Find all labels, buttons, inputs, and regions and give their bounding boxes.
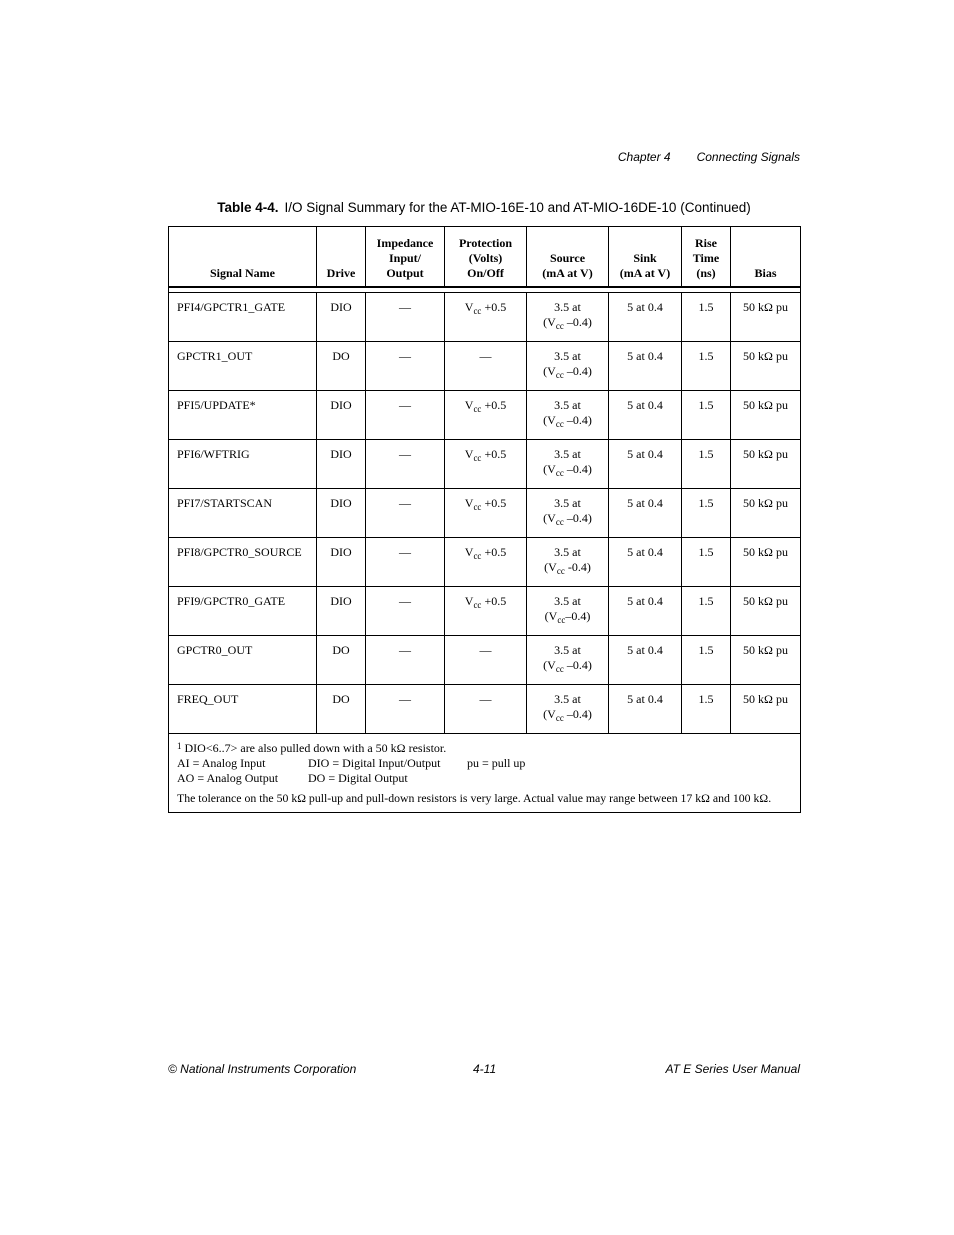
signal-name-cell <box>169 587 317 636</box>
column-header <box>609 227 682 288</box>
bias-cell-value: 50 kΩ pu <box>743 643 788 657</box>
footnote-mark: 1 <box>177 741 182 751</box>
protection-value: +0.5 <box>481 447 507 461</box>
bias-cell <box>731 391 801 440</box>
protection-cell <box>445 489 527 538</box>
signal-name: PFI8/GPCTR0_SOURCE <box>177 545 302 559</box>
rise-time-cell <box>682 587 731 636</box>
running-header <box>0 150 800 164</box>
rise-time-cell-value: 1.5 <box>698 692 714 706</box>
protection-cell <box>445 391 527 440</box>
drive-cell <box>317 685 366 734</box>
legend-row <box>177 756 792 771</box>
bias-cell-value: 50 kΩ pu <box>743 349 788 363</box>
source-line1: 3.5 at <box>554 545 581 559</box>
table-row <box>169 636 801 685</box>
signal-name-cell <box>169 489 317 538</box>
column-header <box>527 227 609 288</box>
protection-symbol: V <box>464 447 474 461</box>
sink-cell-value: 5 at 0.4 <box>627 447 663 461</box>
sink-cell-value: 5 at 0.4 <box>627 545 663 559</box>
source-suffix: -0.4) <box>564 560 591 574</box>
drive-cell <box>317 342 366 391</box>
sink-cell <box>609 538 682 587</box>
bias-cell <box>731 685 801 734</box>
source-prefix: (V <box>543 707 556 721</box>
column-header-line: Impedance <box>376 236 434 250</box>
bias-cell-value: 50 kΩ pu <box>743 594 788 608</box>
bias-cell-value: 50 kΩ pu <box>743 300 788 314</box>
column-header-line: Protection <box>458 236 513 250</box>
source-subscript: cc <box>557 615 566 625</box>
signal-name-cell <box>169 342 317 391</box>
drive-cell <box>317 489 366 538</box>
column-header-line: (ns) <box>696 266 716 280</box>
rise-time-cell-value: 1.5 <box>698 594 714 608</box>
rise-time-cell <box>682 685 731 734</box>
signal-name: PFI9/GPCTR0_GATE <box>177 594 286 608</box>
bias-cell-value: 50 kΩ pu <box>743 496 788 510</box>
column-header-line: (Volts) <box>468 251 503 265</box>
signal-name: PFI4/GPCTR1_GATE <box>177 300 286 314</box>
source-line1: 3.5 at <box>554 594 581 608</box>
protection-cell <box>445 636 527 685</box>
protection-value: +0.5 <box>481 300 507 314</box>
source-subscript: cc <box>556 566 565 576</box>
rise-time-cell <box>682 440 731 489</box>
impedance-cell <box>366 293 445 342</box>
impedance-cell <box>366 391 445 440</box>
column-header <box>169 227 317 288</box>
source-suffix: –0.4) <box>563 315 592 329</box>
drive-cell-value: DIO <box>330 447 352 461</box>
sink-cell-value: 5 at 0.4 <box>627 692 663 706</box>
drive-cell-value: DO <box>332 349 350 363</box>
table-row <box>169 391 801 440</box>
source-cell <box>527 391 609 440</box>
source-prefix: (V <box>543 511 556 525</box>
sink-cell <box>609 293 682 342</box>
drive-cell-value: DIO <box>330 545 352 559</box>
bias-cell-value: 50 kΩ pu <box>743 545 788 559</box>
signal-name: PFI6/WFTRIG <box>177 447 250 461</box>
sink-cell <box>609 587 682 636</box>
source-prefix: (V <box>543 462 556 476</box>
impedance-cell <box>366 636 445 685</box>
sink-cell <box>609 636 682 685</box>
source-line1: 3.5 at <box>554 398 581 412</box>
column-header-line: Rise <box>695 236 717 250</box>
impedance-cell-value: — <box>399 398 411 412</box>
protection-cell <box>445 587 527 636</box>
signal-name-cell <box>169 391 317 440</box>
rise-time-cell-value: 1.5 <box>698 496 714 510</box>
source-prefix: (V <box>544 560 557 574</box>
sink-cell-value: 5 at 0.4 <box>627 300 663 314</box>
rise-time-cell-value: 1.5 <box>698 349 714 363</box>
rise-time-cell-value: 1.5 <box>698 643 714 657</box>
source-subscript: cc <box>555 370 564 380</box>
caption-label: Table 4-4. <box>217 200 279 215</box>
bias-cell-value: 50 kΩ pu <box>743 398 788 412</box>
signal-name-cell <box>169 538 317 587</box>
impedance-cell-value: — <box>399 496 411 510</box>
sink-cell <box>609 685 682 734</box>
rise-time-cell <box>682 489 731 538</box>
source-line1: 3.5 at <box>554 349 581 363</box>
impedance-cell <box>366 342 445 391</box>
legend-item: DO = Digital Output <box>308 771 408 785</box>
column-header-line: (mA at V) <box>619 266 671 280</box>
protection-value: — <box>479 643 492 657</box>
drive-cell <box>317 391 366 440</box>
source-line1: 3.5 at <box>554 692 581 706</box>
impedance-cell-value: — <box>399 643 411 657</box>
source-suffix: –0.4) <box>563 364 592 378</box>
sink-cell-value: 5 at 0.4 <box>627 643 663 657</box>
drive-cell-value: DO <box>332 643 350 657</box>
protection-symbol: V <box>464 545 474 559</box>
rise-time-cell-value: 1.5 <box>698 545 714 559</box>
protection-value: +0.5 <box>481 545 507 559</box>
footer-copyright: © National Instruments Corporation <box>168 1062 357 1076</box>
sink-cell <box>609 489 682 538</box>
source-cell <box>527 587 609 636</box>
drive-cell <box>317 440 366 489</box>
table-row <box>169 489 801 538</box>
signal-name-cell <box>169 293 317 342</box>
source-cell <box>527 489 609 538</box>
drive-cell-value: DO <box>332 692 350 706</box>
source-subscript: cc <box>555 468 564 478</box>
source-subscript: cc <box>555 321 564 331</box>
column-header-line: Sink <box>633 251 657 265</box>
source-prefix: (V <box>543 315 556 329</box>
drive-cell <box>317 538 366 587</box>
source-subscript: cc <box>555 713 564 723</box>
source-subscript: cc <box>555 664 564 674</box>
bias-cell-value: 50 kΩ pu <box>743 692 788 706</box>
source-prefix: (V <box>543 364 556 378</box>
drive-cell <box>317 293 366 342</box>
protection-symbol: V <box>464 300 474 314</box>
protection-value: — <box>479 349 492 363</box>
drive-cell-value: DIO <box>330 594 352 608</box>
table-caption <box>168 200 800 215</box>
column-header <box>731 227 801 288</box>
source-suffix: –0.4) <box>563 707 592 721</box>
footnote <box>177 739 792 756</box>
table-row <box>169 293 801 342</box>
protection-subscript: cc <box>473 600 482 610</box>
protection-symbol: V <box>464 496 474 510</box>
protection-cell <box>445 440 527 489</box>
source-suffix: –0.4) <box>563 462 592 476</box>
bias-cell <box>731 342 801 391</box>
rise-time-cell-value: 1.5 <box>698 398 714 412</box>
caption-text: I/O Signal Summary for the AT-MIO-16E-10 and AT-MIO-16DE-10 (Continued) <box>284 200 751 215</box>
column-header-line: Output <box>386 266 424 280</box>
bias-cell <box>731 636 801 685</box>
bias-cell <box>731 587 801 636</box>
signal-name: GPCTR0_OUT <box>177 643 253 657</box>
drive-cell-value: DIO <box>330 300 352 314</box>
source-cell <box>527 636 609 685</box>
source-suffix: –0.4) <box>563 658 592 672</box>
protection-subscript: cc <box>473 404 482 414</box>
impedance-cell <box>366 587 445 636</box>
column-header-line: Bias <box>754 266 777 280</box>
drive-cell <box>317 587 366 636</box>
protection-symbol: V <box>464 594 474 608</box>
rise-time-cell-value: 1.5 <box>698 447 714 461</box>
source-cell <box>527 440 609 489</box>
signal-name-cell <box>169 685 317 734</box>
bias-cell <box>731 489 801 538</box>
chapter-label: Chapter 4 <box>617 150 671 164</box>
table-header-row <box>169 227 801 288</box>
drive-cell-value: DIO <box>330 398 352 412</box>
signal-name: PFI5/UPDATE* <box>177 398 256 412</box>
protection-cell <box>445 685 527 734</box>
impedance-cell-value: — <box>399 594 411 608</box>
source-suffix: –0.4) <box>565 609 591 623</box>
protection-cell <box>445 293 527 342</box>
protection-value: — <box>479 692 492 706</box>
sink-cell-value: 5 at 0.4 <box>627 349 663 363</box>
column-header-line: Drive <box>326 266 356 280</box>
impedance-cell <box>366 538 445 587</box>
column-header <box>366 227 445 288</box>
protection-cell <box>445 342 527 391</box>
signal-name-cell <box>169 636 317 685</box>
column-header-line: On/Off <box>467 266 504 280</box>
column-header <box>317 227 366 288</box>
bias-cell <box>731 293 801 342</box>
footer-manual-title: AT E Series User Manual <box>665 1062 800 1076</box>
protection-subscript: cc <box>473 306 482 316</box>
source-prefix: (V <box>543 413 556 427</box>
impedance-cell-value: — <box>399 545 411 559</box>
source-subscript: cc <box>555 419 564 429</box>
protection-subscript: cc <box>473 502 482 512</box>
source-line1: 3.5 at <box>554 496 581 510</box>
column-header-line: Source <box>549 251 586 265</box>
rise-time-cell <box>682 293 731 342</box>
column-header-line: Time <box>692 251 720 265</box>
legend-item: DIO = Digital Input/Output <box>308 756 441 770</box>
sink-cell <box>609 391 682 440</box>
sink-cell-value: 5 at 0.4 <box>627 496 663 510</box>
table-body <box>169 287 801 813</box>
table-notes-row <box>169 734 801 813</box>
protection-cell <box>445 538 527 587</box>
drive-cell-value: DIO <box>330 496 352 510</box>
signal-name: PFI7/STARTSCAN <box>177 496 273 510</box>
page-number: 4-11 <box>473 1062 497 1076</box>
tolerance-note: The tolerance on the 50 kΩ pull-up and pull-down resistors is very large. Actual value may range between 17 kΩ and 100 kΩ. <box>177 791 772 805</box>
source-line1: 3.5 at <box>554 300 581 314</box>
rise-time-cell <box>682 342 731 391</box>
source-cell <box>527 293 609 342</box>
legend-row <box>177 771 792 786</box>
rise-time-cell <box>682 538 731 587</box>
source-suffix: –0.4) <box>563 413 592 427</box>
impedance-cell-value: — <box>399 300 411 314</box>
protection-subscript: cc <box>473 551 482 561</box>
signal-summary-table <box>168 226 801 813</box>
source-cell <box>527 685 609 734</box>
footnote-text: DIO<6..7> are also pulled down with a 50 kΩ resistor. <box>181 741 447 755</box>
signal-name: GPCTR1_OUT <box>177 349 253 363</box>
table-row <box>169 440 801 489</box>
source-cell <box>527 342 609 391</box>
rise-time-cell <box>682 636 731 685</box>
bias-cell <box>731 440 801 489</box>
source-subscript: cc <box>555 517 564 527</box>
source-suffix: –0.4) <box>563 511 592 525</box>
table-row <box>169 587 801 636</box>
protection-value: +0.5 <box>481 496 507 510</box>
protection-value: +0.5 <box>481 594 507 608</box>
sink-cell <box>609 440 682 489</box>
section-label: Connecting Signals <box>696 150 800 164</box>
impedance-cell-value: — <box>399 349 411 363</box>
protection-value: +0.5 <box>481 398 507 412</box>
sink-cell-value: 5 at 0.4 <box>627 398 663 412</box>
impedance-cell <box>366 685 445 734</box>
drive-cell <box>317 636 366 685</box>
impedance-cell <box>366 440 445 489</box>
table-row <box>169 685 801 734</box>
column-header-line: Signal Name <box>209 266 275 280</box>
table-notes <box>169 734 801 813</box>
source-line1: 3.5 at <box>554 447 581 461</box>
column-header <box>445 227 527 288</box>
column-header <box>682 227 731 288</box>
column-header-line: Input/ <box>388 251 422 265</box>
source-prefix: (V <box>544 609 558 623</box>
sink-cell <box>609 342 682 391</box>
column-header-line: (mA at V) <box>542 266 593 280</box>
signal-name-cell <box>169 440 317 489</box>
table-row <box>169 342 801 391</box>
impedance-cell <box>366 489 445 538</box>
bias-cell <box>731 538 801 587</box>
signal-name: FREQ_OUT <box>177 692 239 706</box>
impedance-cell-value: — <box>399 447 411 461</box>
protection-subscript: cc <box>473 453 482 463</box>
legend-item: AO = Analog Output <box>177 771 279 785</box>
source-cell <box>527 538 609 587</box>
legend-item: pu = pull up <box>467 756 526 770</box>
source-line1: 3.5 at <box>554 643 581 657</box>
protection-symbol: V <box>464 398 474 412</box>
source-prefix: (V <box>543 658 556 672</box>
bias-cell-value: 50 kΩ pu <box>743 447 788 461</box>
legend-item: AI = Analog Input <box>177 756 266 770</box>
rise-time-cell <box>682 391 731 440</box>
impedance-cell-value: — <box>399 692 411 706</box>
rise-time-cell-value: 1.5 <box>698 300 714 314</box>
table-row <box>169 538 801 587</box>
sink-cell-value: 5 at 0.4 <box>627 594 663 608</box>
